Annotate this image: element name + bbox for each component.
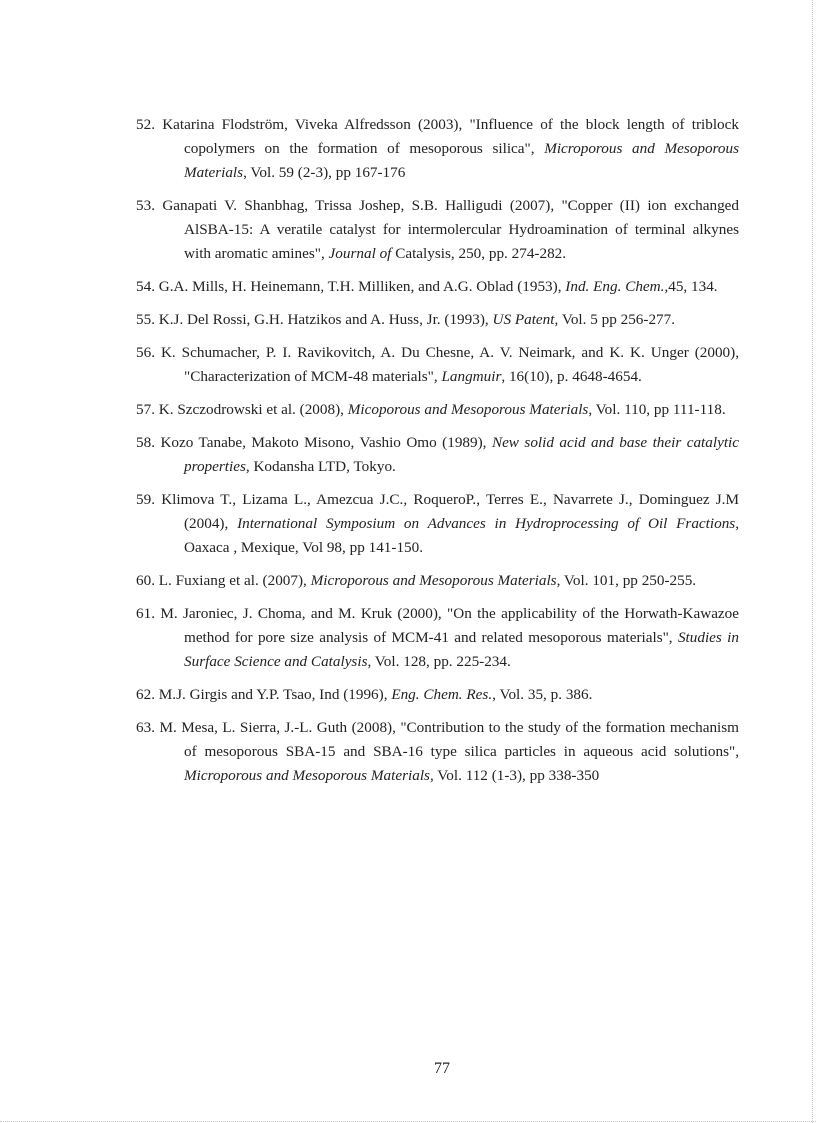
reference-item [136, 569, 739, 593]
reference-text: Katarina Flodström, Viveka Alfredsson (2003), "Influence of the block length of triblock copolymers on the formation of mesoporous silica", [162, 116, 739, 157]
reference-number: 53. [136, 197, 155, 214]
reference-item [136, 113, 739, 185]
reference-text: , Vol. 5 pp 256-277. [554, 311, 676, 328]
reference-source-title: Microporous and Mesoporous Materials [184, 767, 430, 784]
reference-text: , Vol. 35, p. 386. [492, 686, 593, 703]
reference-source-title: Langmuir [441, 368, 502, 385]
reference-item [136, 194, 739, 266]
reference-text: Kozo Tanabe, Makoto Misono, Vashio Omo (1989), [160, 434, 492, 451]
reference-text: , Vol. 112 (1-3), pp 338-350 [429, 767, 600, 784]
reference-number: 63. [136, 719, 155, 736]
reference-number: 62. [136, 686, 155, 703]
reference-number: 57. [136, 401, 155, 418]
reference-text: K.J. Del Rossi, G.H. Hatzikos and A. Huss, Jr. (1993), [158, 311, 493, 328]
page-number: 77 [434, 1060, 450, 1077]
reference-source-title: Microporous and Mesoporous Materials [310, 572, 557, 589]
reference-number: 60. [136, 572, 155, 589]
reference-item [136, 488, 739, 560]
reference-item [136, 341, 739, 389]
reference-text: , Vol. 59 (2-3), pp 167-176 [243, 164, 406, 181]
reference-text: , Vol. 110, pp 111-118. [588, 401, 726, 418]
reference-text: , Kodansha LTD, Tokyo. [245, 458, 396, 475]
reference-text: Catalysis, 250, pp. 274-282. [391, 245, 567, 262]
reference-source-title: Journal of [328, 245, 392, 262]
reference-text: , Oaxaca , Mexique, Vol 98, pp 141-150. [184, 515, 739, 556]
reference-source-title: New solid acid and base their catalytic properties [184, 434, 740, 475]
reference-source-title: Studies in Surface Science and Catalysis [184, 629, 739, 670]
reference-source-title: Micoporous and Mesoporous Materials [347, 401, 589, 418]
reference-text: , Vol. 128, pp. 225-234. [367, 653, 511, 670]
reference-text: Klimova T., Lizama L., Amezcua J.C., RoqueroP., Terres E., Navarrete J., Dominguez J.M (2004), [161, 491, 739, 532]
reference-item [136, 431, 739, 479]
reference-text: L. Fuxiang et al. (2007), [158, 572, 311, 589]
reference-number: 54. [136, 278, 155, 295]
reference-item [136, 398, 739, 422]
reference-text: 45, 134. [668, 278, 718, 295]
reference-number: 59. [136, 491, 155, 508]
reference-number: 52. [136, 116, 155, 133]
reference-source-title: Ind. Eng. Chem., [565, 278, 669, 295]
page-edge-right [812, 0, 814, 1123]
reference-item [136, 602, 739, 674]
reference-item [136, 683, 739, 707]
reference-text: M. Jaroniec, J. Choma, and M. Kruk (2000), "On the applicability of the Horwath-Kawazoe method for pore size analysis of MCM-41 and related mesoporous materials", [160, 605, 740, 646]
reference-text: K. Schumacher, P. I. Ravikovitch, A. Du Chesne, A. V. Neimark, and K. K. Unger (2000), "Characterization of MCM-48 materials", [160, 344, 740, 385]
reference-text: G.A. Mills, H. Heinemann, T.H. Milliken, and A.G. Oblad (1953), [158, 278, 566, 295]
reference-source-title: International Symposium on Advances in Hydroprocessing of Oil Fractions [237, 515, 736, 532]
reference-item [136, 308, 739, 332]
reference-source-title: Eng. Chem. Res. [391, 686, 493, 703]
reference-list [136, 113, 739, 797]
reference-text: M.J. Girgis and Y.P. Tsao, Ind (1996), [158, 686, 392, 703]
reference-item [136, 716, 739, 788]
reference-number: 55. [136, 311, 155, 328]
reference-number: 56. [136, 344, 155, 361]
reference-item [136, 275, 739, 299]
reference-text: Ganapati V. Shanbhag, Trissa Joshep, S.B. Halligudi (2007), "Copper (II) ion exchanged AlSBA-15: A veratile catalyst for intermolercular Hydroamination of terminal alkynes with aromatic amines", [162, 197, 740, 262]
reference-text: , Vol. 101, pp 250-255. [556, 572, 697, 589]
reference-number: 58. [136, 434, 155, 451]
reference-text: M. Mesa, L. Sierra, J.-L. Guth (2008), "Contribution to the study of the formation mechanism of mesoporous SBA-15 and SBA-16 type silica particles in aqueous acid solutions", [159, 719, 739, 760]
reference-number: 61. [136, 605, 155, 622]
reference-source-title: US Patent [492, 311, 555, 328]
reference-source-title: Microporous and Mesoporous Materials [184, 140, 739, 181]
reference-text: K. Szczodrowski et al. (2008), [158, 401, 348, 418]
reference-text: , 16(10), p. 4648-4654. [501, 368, 642, 385]
